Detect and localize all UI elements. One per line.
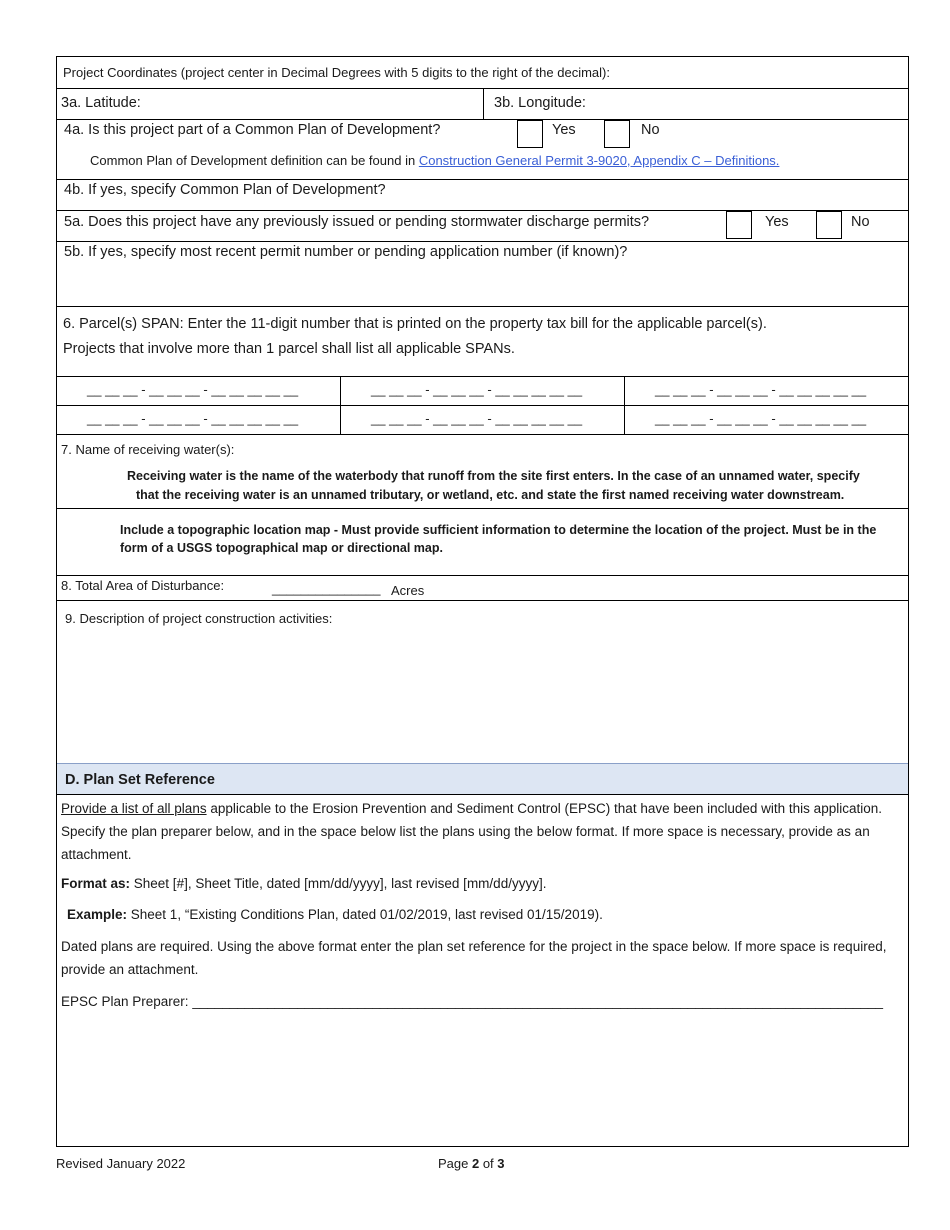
coords-header-row <box>57 57 908 89</box>
q7-row <box>57 435 908 509</box>
q8-label: 8. Total Area of Disturbance: <box>61 578 225 593</box>
description-textarea[interactable] <box>63 633 901 757</box>
para1-rest: applicable to the Erosion Prevention and Sediment Control (EPSC) that have been included with this application. Specify the plan preparer below, and in the space below list the plans using the below format. If more space is necessary, provide as an attachment. <box>61 801 882 862</box>
section-d-header <box>57 763 908 795</box>
span-row-2 <box>57 406 908 435</box>
q5b-row <box>57 242 908 307</box>
latitude-input[interactable] <box>157 91 477 117</box>
section-d-para1 <box>61 797 906 866</box>
area-unit: Acres <box>391 583 425 598</box>
map-note-row <box>57 509 908 576</box>
preparer-label: EPSC Plan Preparer: <box>61 994 193 1009</box>
example-line <box>67 903 912 926</box>
preparer-input[interactable]: ____________________________________________________________________________________________ <box>192 994 884 1009</box>
cgp-definitions-link[interactable]: Construction General Permit 3-9020, Appendix C – Definitions. <box>418 153 780 168</box>
format-line <box>61 872 906 895</box>
q4a-yes-label: Yes <box>552 122 576 138</box>
page-number: Page 2 of 3 <box>438 1156 505 1171</box>
section-d-para2: Dated plans are required. Using the above format enter the plan set reference for the project in the space below. If more space is required, provide an attachment. <box>61 939 887 977</box>
format-label: Format as: <box>61 876 131 891</box>
area-input[interactable]: _______________ <box>272 581 381 596</box>
latitude-label: 3a. Latitude: <box>61 95 141 111</box>
span-field[interactable]: __ __ __ - __ __ __ - __ __ __ __ __ <box>87 382 299 397</box>
q4a-definition-prefix: Common Plan of Development definition can be found in <box>90 153 416 168</box>
q6-line1: 6. Parcel(s) SPAN: Enter the 11-digit number that is printed on the property tax bill for the applicable parcel(s). <box>63 316 767 332</box>
q4b-row <box>57 180 908 211</box>
format-text: Sheet [#], Sheet Title, dated [mm/dd/yyyy], last revised [mm/dd/yyyy]. <box>130 876 547 891</box>
plan-list-area[interactable] <box>61 1022 904 1140</box>
span-field[interactable]: __ __ __ - __ __ __ - __ __ __ __ __ <box>655 382 867 397</box>
longitude-label: 3b. Longitude: <box>494 95 586 111</box>
map-note-line1: Include a topographic location map - Must provide sufficient information to determine the location of the project. Must be in the <box>120 523 877 537</box>
q5a-row <box>57 211 908 242</box>
q5a-yes-checkbox[interactable] <box>726 211 752 239</box>
q9-label: 9. Description of project construction activities: <box>65 611 333 626</box>
q4a-no-checkbox[interactable] <box>604 120 630 148</box>
example-label: Example: <box>67 907 128 922</box>
span-row-1 <box>57 377 908 406</box>
q7-label: 7. Name of receiving water(s): <box>61 442 235 457</box>
q5a-no-label: No <box>851 214 870 230</box>
q4a-yes-checkbox[interactable] <box>517 120 543 148</box>
example-text: Sheet 1, “Existing Conditions Plan, dated 01/02/2019, last revised 01/15/2019). <box>127 907 603 922</box>
q9-row <box>57 601 908 763</box>
span-field[interactable]: __ __ __ - __ __ __ - __ __ __ __ __ <box>655 411 867 426</box>
longitude-input[interactable] <box>602 91 902 117</box>
map-note-line2: form of a USGS topographical map or directional map. <box>120 541 443 555</box>
span-field[interactable]: __ __ __ - __ __ __ - __ __ __ __ __ <box>371 382 583 397</box>
q5a-yes-label: Yes <box>765 214 789 230</box>
q4a-row <box>57 120 908 180</box>
permit-form <box>56 56 909 1147</box>
q6-row <box>57 307 908 377</box>
q5b-input[interactable] <box>63 268 901 302</box>
q4b-question: 4b. If yes, specify Common Plan of Development? <box>64 182 386 198</box>
preparer-line <box>61 990 906 1013</box>
provide-list-text: Provide a list of all plans <box>61 801 207 816</box>
q5a-question: 5a. Does this project have any previously issued or pending stormwater discharge permits? <box>64 214 650 230</box>
span-field[interactable]: __ __ __ - __ __ __ - __ __ __ __ __ <box>87 411 299 426</box>
section-d-title: D. Plan Set Reference <box>65 772 215 788</box>
lat-long-row <box>57 89 908 120</box>
q6-line2: Projects that involve more than 1 parcel shall list all applicable SPANs. <box>63 341 515 357</box>
coords-header: Project Coordinates (project center in Decimal Degrees with 5 digits to the right of the decimal): <box>63 65 610 80</box>
q4a-question: 4a. Is this project part of a Common Plan of Development? <box>64 122 441 138</box>
q8-row <box>57 576 908 601</box>
span-field[interactable]: __ __ __ - __ __ __ - __ __ __ __ __ <box>371 411 583 426</box>
q4a-no-label: No <box>641 122 660 138</box>
q7-note-line2: that the receiving water is an unnamed tributary, or wetland, etc. and state the first named receiving water downstream. <box>136 488 845 502</box>
q7-note-line1: Receiving water is the name of the waterbody that runoff from the site first enters. In the case of an unnamed water, specify <box>127 469 860 483</box>
q5b-question: 5b. If yes, specify most recent permit number or pending application number (if known)? <box>64 244 628 260</box>
revised-date: Revised January 2022 <box>56 1156 186 1171</box>
q5a-no-checkbox[interactable] <box>816 211 842 239</box>
